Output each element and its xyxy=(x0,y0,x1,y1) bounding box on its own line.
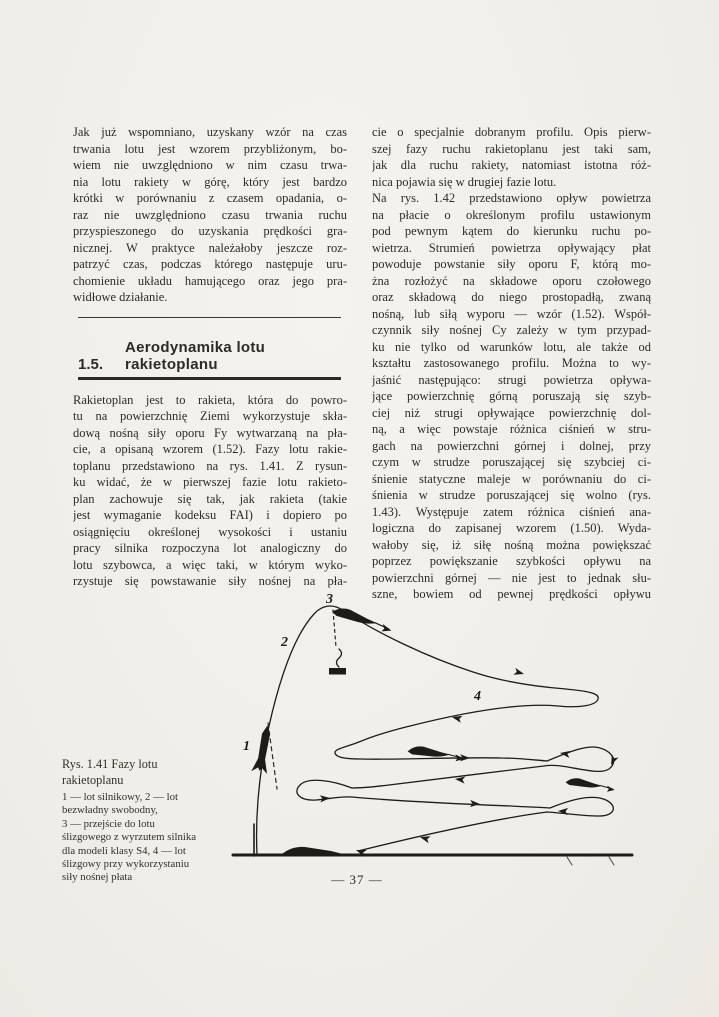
right-column xyxy=(372,124,651,603)
section-title xyxy=(125,339,341,374)
text-line: kształtu zastosowanego profilu. Można to wy- xyxy=(372,356,651,370)
text-line: Rakietoplan jest to rakieta, która do powro- xyxy=(73,392,347,407)
caption-legend xyxy=(62,791,240,885)
text-line: gach na powierzchni górnej i dolnej, przy xyxy=(372,438,651,453)
text-line: szne, bowiem od pewnej prędkości opływu xyxy=(372,587,651,601)
text-line: siły nośnej płata xyxy=(62,871,133,884)
trajectory-path xyxy=(257,606,614,855)
text-line: ślizgowy przy wykorzystaniu xyxy=(62,858,190,871)
text-line: plan zachowuje się tak, jak rakieta (takie xyxy=(73,491,347,506)
direction-arrow xyxy=(320,794,331,802)
text-line: oraz składową do niego prostopadłą, zwaną xyxy=(372,290,651,304)
text-line: powoduje powstanie siły oporu F, którą mo- xyxy=(372,257,651,271)
phase-label-1: 1 xyxy=(243,739,250,754)
paragraph xyxy=(372,124,651,190)
phase-label-4: 4 xyxy=(474,689,481,704)
text-line: ślizgowego z wyrzutem silnika xyxy=(62,831,197,844)
text-line: dla modeli klasy S4, 4 — lot xyxy=(62,844,186,857)
ejection-dashed-line xyxy=(333,610,336,647)
section-heading xyxy=(78,339,341,374)
text-line: Na rys. 1.42 przedstawiono opływ powietrza xyxy=(372,191,651,205)
text-line: trwania lotu jest wzorem przybliżonym, bo- xyxy=(73,141,347,156)
glider-icon xyxy=(330,606,394,634)
text-line: jak dla ruchu rakiety, natomiast istotna róż- xyxy=(372,158,651,172)
text-line: ku nie tylko od warunków lotu, ale także od xyxy=(372,339,651,354)
text-line: logiczna do zapisanej wzorem (1.50). Wyda- xyxy=(372,521,651,535)
text-line: widłowe działanie. xyxy=(73,290,168,304)
text-line: osiągnięciu określonej wysokości i ustaniu xyxy=(73,524,347,539)
text-line: na płacie o określonym profilu ustawionym xyxy=(372,207,651,222)
text-line: śnienia w strudze poruszającej się wolno (rys. xyxy=(372,488,651,502)
motor-icon xyxy=(329,668,346,675)
text-line: powierzchni górnej — nie jest to jednak słu- xyxy=(372,570,651,585)
text-line: jące powierzchnię górną poruszają się szyb- xyxy=(372,389,651,403)
text-line: bezwładny swobodny, xyxy=(62,804,158,817)
text-line: dową nośną siły oporu Fy wytwarzaną na pła- xyxy=(73,425,347,440)
direction-arrow xyxy=(513,668,525,678)
page-number: — 37 — xyxy=(331,872,383,887)
text-line: szej fazy ruchu rakietoplanu jest taki sam, xyxy=(372,141,651,156)
landed-glider-icon xyxy=(282,847,343,856)
section-number: 1.5. xyxy=(78,356,104,373)
paragraph xyxy=(73,392,347,590)
heading-rule-thick xyxy=(78,377,341,380)
motor-streamer-icon xyxy=(337,649,342,667)
text-line: patrzyć czas, podczas którego następuje uru- xyxy=(73,257,347,271)
text-line: ku widać, że w pierwszej fazie lotu rakieto- xyxy=(73,475,347,489)
text-line: pracy silnika rozpoczyna lot analogiczny do xyxy=(73,541,347,555)
text-line: lotu szybowca, a więc taki, w którym wyko- xyxy=(73,557,347,572)
grass-ticks xyxy=(567,857,614,865)
text-line: 1.43). Występuje zatem różnica ciśnień ana- xyxy=(372,504,651,519)
text-line: wietrza. Strumień powietrza opływający płat xyxy=(372,240,651,255)
text-line: 1 — lot silnikowy, 2 — lot xyxy=(62,791,178,803)
figure-caption xyxy=(62,756,240,885)
text-line: nia lotu rakiety w górę, który jest bardzo xyxy=(73,174,347,189)
caption-title-line2: rakietoplanu xyxy=(62,773,124,787)
phase-label-2: 2 xyxy=(281,635,288,650)
paragraph xyxy=(372,190,651,603)
text-line: cie o specjalnie dobranym profilu. Opis pierw- xyxy=(372,125,651,139)
text-line: ciej niż strugi opływające powierzchnię dol- xyxy=(372,405,651,420)
text-line: ną, a więc powstaje różnica ciśnień w stru- xyxy=(372,422,651,436)
text-line: czym w strudze poruszającej się szybciej ci- xyxy=(372,455,651,469)
text-line: rzystuje się powstawanie siły nośnej na pła- xyxy=(73,574,347,588)
phase-label-3: 3 xyxy=(326,592,333,607)
text-line: chomienie układu hamującego oraz jego pra- xyxy=(73,273,347,288)
text-line: toplanu przedstawiono na rys. 1.41. Z rysun- xyxy=(73,458,347,473)
text-line: przyspieszonego do uzyskania prędkości gra- xyxy=(73,224,347,238)
text-line: jest wymaganie kodeksu FAI) i dopiero po xyxy=(73,508,347,522)
text-line: wiem nie uwzględniono w nim czasu trwa- xyxy=(73,158,347,172)
text-line: nośną, lub siłą wyporu — wzór (1.52). Współ- xyxy=(372,306,651,321)
text-line: Jak już wspomniano, uzyskany wzór na czas xyxy=(73,125,347,139)
glider-icon xyxy=(565,777,615,792)
text-line: czynnik siły nośnej Cy zależy w tym przypad- xyxy=(372,323,651,337)
left-column xyxy=(73,124,347,590)
heading-rule-thin xyxy=(78,317,341,318)
caption-title-line1: Rys. 1.41 Fazy lotu xyxy=(62,757,158,771)
paragraph xyxy=(73,124,347,306)
text-line: krótki w porównaniu z czasem opadania, o- xyxy=(73,191,347,205)
text-line: raz nie uwzględniono czasu trwania ruchu xyxy=(73,207,347,222)
figure-flight-phases xyxy=(225,588,710,873)
section-title-line2: rakietoplanu xyxy=(125,356,218,373)
section-title-line1: Aerodynamika lotu xyxy=(125,338,266,356)
text-line: nicznej. W praktyce należałoby jeszcze roz- xyxy=(73,240,347,255)
text-line: wałoby się, iż siłę nośną można powiększać xyxy=(372,537,651,552)
text-line: poprzez powiększanie szybkości opływu na xyxy=(372,554,651,568)
text-line: tu na powierzchnię Ziemi wykorzystuje skła- xyxy=(73,409,347,423)
text-line: żna rozłożyć na składowe oporu czołowego xyxy=(372,273,651,288)
text-line: śnienie statyczne maleje w porównaniu do ci- xyxy=(372,471,651,486)
text-line: jaśnić następująco: strugi powietrza opływa- xyxy=(372,372,651,387)
text-line: nica pojawia się w drugiej fazie lotu. xyxy=(372,174,557,189)
text-line: pod pewnym kątem do kierunku ruchu po- xyxy=(372,224,651,238)
text-line: cie, a opisaną wzorem (1.52). Fazy lotu rakie- xyxy=(73,442,347,456)
direction-arrow xyxy=(559,749,570,758)
text-line: 3 — przejście do lotu xyxy=(62,817,155,830)
